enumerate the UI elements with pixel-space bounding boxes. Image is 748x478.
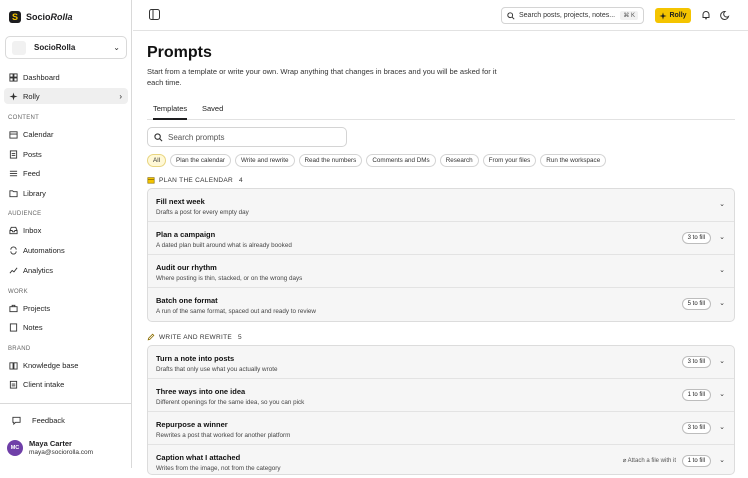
sidebar-item-feed[interactable]	[4, 165, 128, 181]
brand-name: SocioRolla	[26, 12, 73, 22]
prompt-group-plan-the-calendar	[147, 188, 735, 322]
filter-chip-write-and-rewrite[interactable]: Write and rewrite	[235, 154, 294, 167]
sidebar-item-label: Projects	[23, 303, 51, 313]
fill-count-badge: 1 to fill	[682, 455, 711, 467]
page-title: Prompts	[147, 44, 212, 61]
fill-count-badge: 1 to fill	[682, 389, 711, 401]
moon-icon[interactable]	[721, 10, 731, 20]
prompt-subtitle: Different openings for the same idea, so you can pick	[156, 399, 305, 406]
prompt-row[interactable]	[148, 288, 734, 321]
prompt-subtitle: Drafts that only use what you actually wrote	[156, 366, 278, 373]
section-label-work: WORK	[8, 289, 28, 295]
prompt-subtitle: A dated plan built around what is already booked	[156, 242, 292, 249]
sidebar-item-label: Inbox	[23, 225, 42, 235]
filter-chip-read-the-numbers[interactable]: Read the numbers	[299, 154, 363, 167]
page-description: Start from a template or write your own. Wrap anything that changes in braces and you will be asked for it each time.	[147, 67, 497, 87]
feedback-label: Feedback	[32, 415, 65, 425]
sidebar-item-calendar[interactable]	[4, 126, 128, 142]
prompt-group-write-and-rewrite	[147, 345, 735, 475]
prompt-search-placeholder: Search prompts	[168, 132, 225, 142]
topbar	[133, 0, 748, 31]
clipboard-icon	[8, 379, 18, 389]
sidebar	[0, 0, 132, 468]
prompt-title: Fill next week	[156, 197, 205, 206]
chat-icon	[11, 415, 21, 425]
group-count: 5	[238, 333, 242, 341]
sidebar-item-label: Dashboard	[23, 72, 60, 82]
section-label-content: CONTENT	[8, 115, 40, 121]
group-title-text: PLAN THE CALENDAR	[159, 176, 233, 184]
calendar-icon	[8, 129, 18, 139]
prompt-title: Repurpose a winner	[156, 420, 228, 429]
fill-count-badge: 3 to fill	[682, 356, 711, 368]
user-name: Maya Carter	[29, 439, 72, 448]
chevron-down-icon[interactable]: ⌄	[719, 300, 725, 307]
search-icon	[154, 133, 163, 142]
workspace-name: SocioRolla	[34, 43, 76, 52]
prompt-row[interactable]	[148, 222, 734, 255]
attach-file-hint	[623, 457, 676, 464]
chevron-down-icon[interactable]: ⌄	[719, 358, 725, 365]
sidebar-item-posts[interactable]	[4, 146, 128, 162]
bell-icon[interactable]	[701, 10, 711, 20]
calendar-icon	[147, 176, 155, 184]
sidebar-item-library[interactable]	[4, 185, 128, 201]
section-label-brand: BRAND	[8, 346, 31, 352]
sidebar-item-label: Client intake	[23, 379, 65, 389]
feed-icon	[8, 168, 18, 178]
chevron-down-icon[interactable]: ⌄	[719, 234, 725, 241]
inbox-icon	[8, 225, 18, 235]
feedback-button[interactable]	[7, 412, 131, 428]
chevron-down-icon[interactable]: ⌄	[719, 391, 725, 398]
avatar: MC	[7, 440, 23, 456]
sidebar-item-projects[interactable]	[4, 300, 128, 316]
chevron-down-icon[interactable]: ⌄	[719, 267, 725, 274]
chevron-down-icon: ⌄	[113, 43, 120, 52]
sidebar-item-label: Feed	[23, 168, 41, 178]
tab-bar	[147, 101, 735, 120]
prompt-title: Batch one format	[156, 296, 218, 305]
prompt-title: Plan a campaign	[156, 230, 216, 239]
sidebar-item-label: Library	[23, 188, 46, 198]
prompt-subtitle: Drafts a post for every empty day	[156, 209, 249, 216]
prompt-title: Caption what I attached	[156, 453, 241, 462]
prompt-search-input[interactable]	[147, 127, 347, 147]
global-search-placeholder: Search posts, projects, notes...	[519, 12, 616, 19]
prompt-row[interactable]	[148, 255, 734, 288]
logo-icon: S	[9, 11, 21, 23]
automations-icon	[8, 245, 18, 255]
notes-icon	[8, 322, 18, 332]
sidebar-item-label: Posts	[23, 149, 42, 159]
fill-count-badge: 3 to fill	[682, 232, 711, 244]
paperclip-icon: ⌀	[622, 458, 628, 464]
sidebar-item-label: Notes	[23, 322, 43, 332]
prompt-subtitle: Where posting is thin, stacked, or on the wrong days	[156, 275, 303, 282]
sidebar-divider	[0, 403, 132, 404]
dashboard-icon	[8, 72, 18, 82]
chevron-down-icon[interactable]: ⌄	[719, 457, 725, 464]
tab-saved[interactable]: Saved	[202, 104, 224, 113]
prompt-subtitle: A run of the same format, spaced out and ready to review	[156, 308, 316, 315]
filter-chip-comments-and-dms[interactable]: Comments and DMs	[366, 154, 435, 167]
sparkle-icon	[659, 12, 667, 20]
posts-icon	[8, 149, 18, 159]
library-icon	[8, 188, 18, 198]
filter-chip-from-your-files[interactable]: From your files	[483, 154, 537, 167]
tab-templates[interactable]: Templates	[153, 104, 187, 120]
brand[interactable]	[9, 9, 73, 25]
sidebar-item-label: Calendar	[23, 129, 54, 139]
sidebar-item-automations[interactable]	[4, 242, 128, 258]
attach-file-text: Attach a file with it	[627, 458, 676, 464]
sidebar-item-notes[interactable]	[4, 319, 128, 335]
group-title-write-and-rewrite	[147, 333, 242, 341]
prompt-row[interactable]	[148, 445, 734, 478]
sidebar-item-rolly[interactable]	[4, 88, 128, 104]
sidebar-item-label: Automations	[23, 245, 65, 255]
shortcut-hint: ⌘ K	[620, 11, 638, 20]
filter-chip-research[interactable]: Research	[440, 154, 479, 167]
filter-chips	[147, 154, 606, 167]
projects-icon	[8, 303, 18, 313]
sparkle-icon	[8, 91, 18, 101]
sidebar-toggle-icon[interactable]	[149, 9, 160, 20]
group-title-text: WRITE AND REWRITE	[159, 333, 232, 341]
sidebar-item-dashboard[interactable]	[4, 69, 128, 85]
prompt-title: Audit our rhythm	[156, 263, 217, 272]
prompt-subtitle: Rewrites a post that worked for another platform	[156, 432, 291, 439]
fill-count-badge: 5 to fill	[682, 298, 711, 310]
user-profile[interactable]	[7, 439, 93, 456]
chevron-down-icon[interactable]: ⌄	[719, 424, 725, 431]
sidebar-item-label: Knowledge base	[23, 360, 79, 370]
sidebar-item-inbox[interactable]	[4, 222, 128, 238]
book-icon	[8, 360, 18, 370]
analytics-icon	[8, 265, 18, 275]
prompt-row[interactable]	[148, 379, 734, 412]
prompt-title: Three ways into one idea	[156, 387, 246, 396]
filter-chip-plan-the-calendar[interactable]: Plan the calendar	[170, 154, 231, 167]
rolly-button[interactable]	[655, 8, 691, 23]
section-label-audience: AUDIENCE	[8, 211, 42, 217]
prompt-row[interactable]	[148, 346, 734, 379]
sidebar-item-knowledge-base[interactable]	[4, 357, 128, 373]
chevron-down-icon[interactable]: ⌄	[719, 201, 725, 208]
filter-chip-run-the-workspace[interactable]: Run the workspace	[540, 154, 606, 167]
pencil-icon	[147, 333, 155, 341]
prompt-row[interactable]	[148, 189, 734, 222]
sidebar-item-label: Analytics	[23, 265, 54, 275]
sidebar-item-analytics[interactable]	[4, 262, 128, 278]
fill-count-badge: 3 to fill	[682, 422, 711, 434]
sidebar-item-label: Rolly	[23, 91, 40, 101]
group-count: 4	[238, 176, 243, 184]
filter-chip-all[interactable]: All	[147, 154, 166, 167]
prompt-title: Turn a note into posts	[156, 354, 235, 363]
chevron-right-icon: ›	[119, 91, 122, 101]
workspace-switcher[interactable]	[5, 36, 127, 59]
global-search-input[interactable]	[501, 7, 644, 24]
prompt-subtitle: Writes from the image, not from the category	[156, 465, 281, 472]
rolly-button-label: Rolly	[669, 12, 687, 19]
sidebar-item-client-intake[interactable]	[4, 376, 128, 392]
prompt-row[interactable]	[148, 412, 734, 445]
user-email: maya@sociorolla.com	[29, 449, 94, 456]
search-icon	[507, 12, 515, 20]
workspace-icon	[12, 41, 26, 55]
group-title-plan-the-calendar	[147, 176, 243, 184]
